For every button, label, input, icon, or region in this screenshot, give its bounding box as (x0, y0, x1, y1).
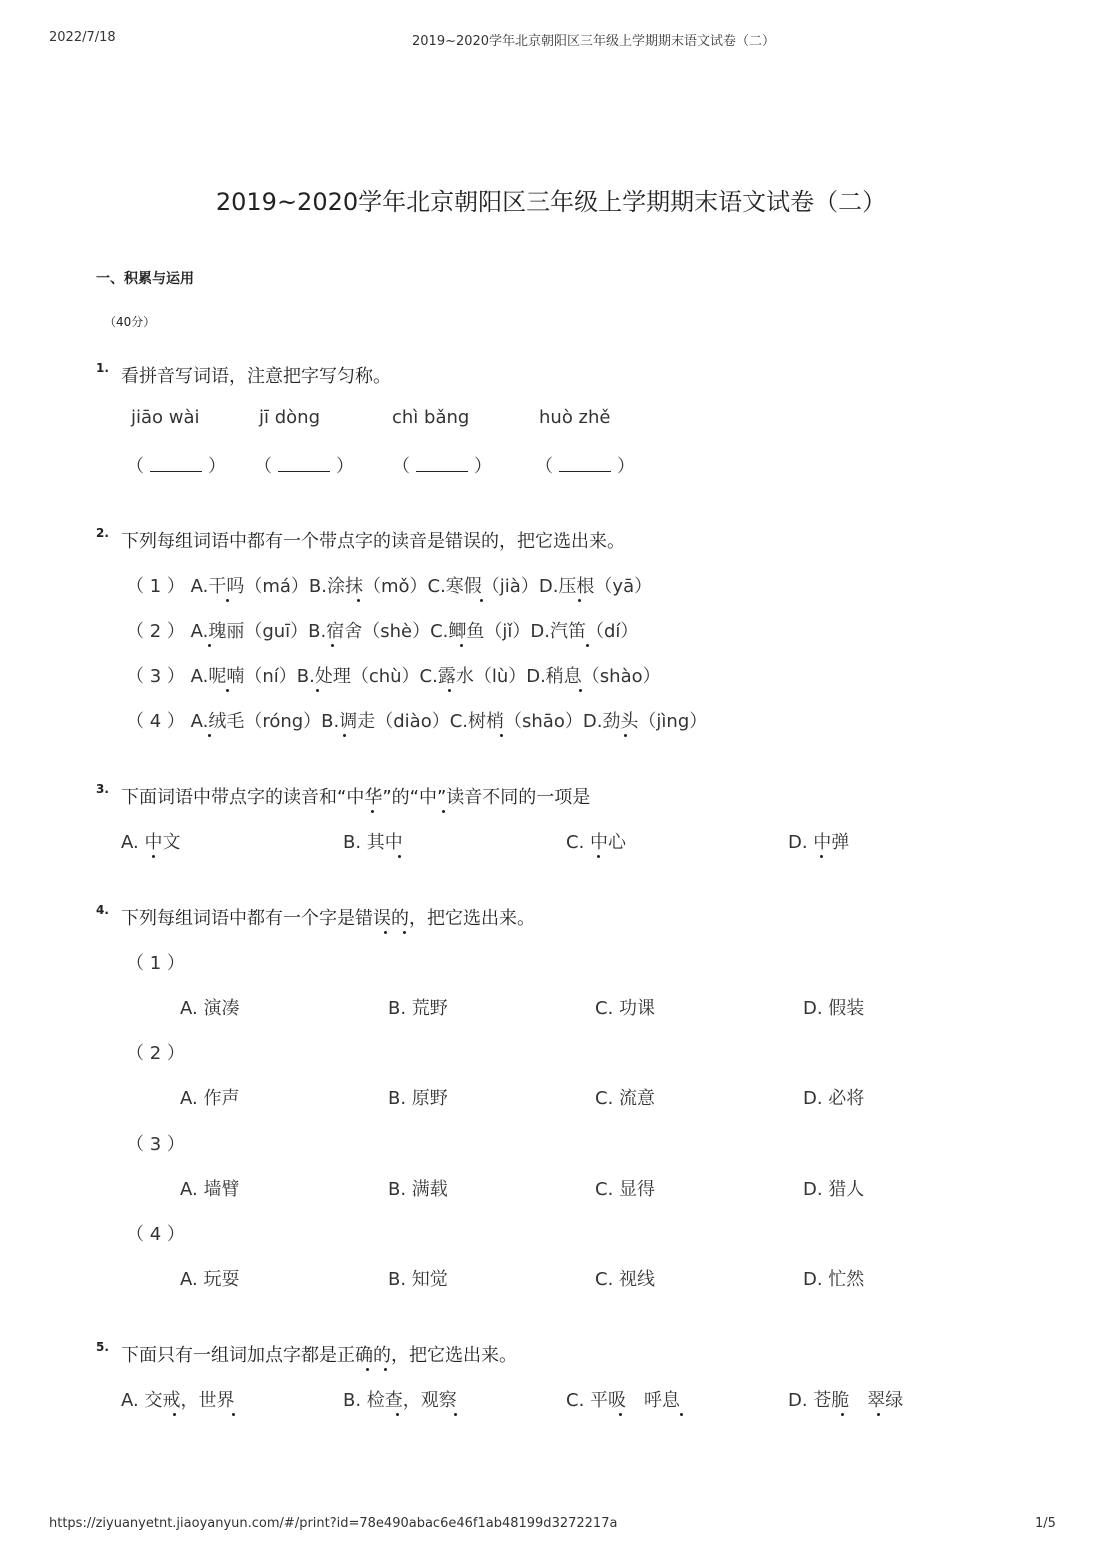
footer-page-number: 1/5 (1035, 1516, 1056, 1531)
emphasis-dot (586, 644, 589, 647)
q4-prompt: 下列每组词语中都有一个字是错误的，把它选出来。 (121, 908, 535, 929)
emphasis-dot (454, 1413, 457, 1416)
section-heading: 一、积累与运用 (96, 271, 194, 287)
q2-row-4: （ 4 ） A.绒毛（róng）B.调走（diào）C.树梢（shāo）D.劲头（jìng） (126, 711, 708, 732)
emphasis-dot (316, 689, 319, 692)
emphasis-dot (208, 734, 211, 737)
q1-answer-blank-3[interactable]: （ ） (392, 456, 492, 477)
page-title: 2019~2020学年北京朝阳区三年级上学期期末语文试卷（二） (215, 188, 887, 216)
q5-option-a[interactable]: A. 交戒，世界 (121, 1390, 235, 1411)
emphasis-dot (442, 810, 445, 813)
q4-g1-option-d[interactable]: D. 假装 (803, 998, 865, 1019)
q1-pinyin-1: jiāo wài (131, 407, 200, 428)
q4-g3-option-a[interactable]: A. 墙臂 (180, 1179, 240, 1200)
q3-prompt: 下面词语中带点字的读音和“中华”的“中”读音不同的一项是 (121, 787, 591, 808)
q1-answer-blank-2[interactable]: （ ） (254, 456, 354, 477)
q3-number: 3. (96, 782, 109, 796)
emphasis-dot (578, 599, 581, 602)
q1-pinyin-3: chì bǎng (392, 407, 470, 428)
q4-g4-option-c[interactable]: C. 视线 (595, 1269, 656, 1290)
blank-line (559, 457, 611, 472)
emphasis-dot (173, 1413, 176, 1416)
header-date: 2022/7/18 (49, 30, 116, 45)
q4-g3-option-b[interactable]: B. 满载 (388, 1179, 448, 1200)
q4-g4-option-d[interactable]: D. 忙然 (803, 1269, 865, 1290)
header-doc-title: 2019~2020学年北京朝阳区三年级上学期期末语文试卷（二） (412, 34, 776, 49)
q4-g1-option-c[interactable]: C. 功课 (595, 998, 656, 1019)
q4-g2-option-c[interactable]: C. 流意 (595, 1088, 656, 1109)
emphasis-dot (396, 1413, 399, 1416)
emphasis-dot (597, 855, 600, 858)
q4-g4-option-b[interactable]: B. 知觉 (388, 1269, 448, 1290)
q4-g3-option-c[interactable]: C. 显得 (595, 1179, 656, 1200)
emphasis-dot (366, 1368, 369, 1371)
q1-answer-blank-4[interactable]: （ ） (535, 456, 635, 477)
emphasis-dot (232, 1413, 235, 1416)
q4-g2-option-b[interactable]: B. 原野 (388, 1088, 448, 1109)
emphasis-dot (841, 1413, 844, 1416)
emphasis-dot (480, 599, 483, 602)
emphasis-dot (226, 689, 229, 692)
emphasis-dot (371, 810, 374, 813)
q4-g3-option-d[interactable]: D. 猎人 (803, 1179, 865, 1200)
emphasis-dot (384, 931, 387, 934)
emphasis-dot (357, 599, 360, 602)
q2-row-1: （ 1 ） A.干吗（má）B.涂抹（mǒ）C.寒假（jià）D.压根（yā） (126, 576, 653, 597)
q1-answer-blank-1[interactable]: （ ） (126, 456, 226, 477)
emphasis-dot (208, 644, 211, 647)
q2-prompt: 下列每组词语中都有一个带点字的读音是错误的，把它选出来。 (121, 531, 625, 552)
emphasis-dot (624, 734, 627, 737)
q4-group-1-label: （ 1 ） (126, 953, 185, 974)
emphasis-dot (403, 931, 406, 934)
blank-line (278, 457, 330, 472)
q3-option-c[interactable]: C. 中心 (566, 832, 627, 853)
section-score: （40分） (104, 315, 156, 329)
emphasis-dot (331, 644, 334, 647)
emphasis-dot (448, 689, 451, 692)
emphasis-dot (579, 689, 582, 692)
q1-pinyin-2: jī dòng (259, 407, 320, 428)
q2-number: 2. (96, 526, 109, 540)
q4-g2-option-d[interactable]: D. 必将 (803, 1088, 865, 1109)
q4-group-4-label: （ 4 ） (126, 1224, 185, 1245)
emphasis-dot (460, 644, 463, 647)
q2-row-3: （ 3 ） A.呢喃（ní）B.处理（chù）C.露水（lù）D.稍息（shào） (126, 666, 661, 687)
q5-number: 5. (96, 1340, 109, 1354)
emphasis-dot (877, 1413, 880, 1416)
q5-option-b[interactable]: B. 检查，观察 (343, 1390, 457, 1411)
q1-number: 1. (96, 361, 109, 375)
emphasis-dot (500, 734, 503, 737)
q4-number: 4. (96, 903, 109, 917)
emphasis-dot (619, 1413, 622, 1416)
q5-prompt: 下面只有一组词加点字都是正确的，把它选出来。 (121, 1345, 517, 1366)
emphasis-dot (398, 855, 401, 858)
emphasis-dot (226, 599, 229, 602)
q4-group-2-label: （ 2 ） (126, 1043, 185, 1064)
q4-g4-option-a[interactable]: A. 玩耍 (180, 1269, 240, 1290)
q4-g1-option-a[interactable]: A. 演凑 (180, 998, 240, 1019)
emphasis-dot (820, 855, 823, 858)
q5-option-d[interactable]: D. 苍脆 翠绿 (788, 1390, 904, 1411)
q1-pinyin-4: huò zhě (539, 407, 611, 428)
q3-option-b[interactable]: B. 其中 (343, 832, 403, 853)
q4-g2-option-a[interactable]: A. 作声 (180, 1088, 240, 1109)
q4-g1-option-b[interactable]: B. 荒野 (388, 998, 448, 1019)
blank-line (416, 457, 468, 472)
q1-prompt: 看拼音写词语，注意把字写匀称。 (121, 366, 391, 387)
q2-row-2: （ 2 ） A.瑰丽（guī）B.宿舍（shè）C.鲫鱼（jǐ）D.汽笛（dí） (126, 621, 639, 642)
q3-option-a[interactable]: A. 中文 (121, 832, 181, 853)
emphasis-dot (680, 1413, 683, 1416)
q4-group-3-label: （ 3 ） (126, 1134, 185, 1155)
q3-option-d[interactable]: D. 中弹 (788, 832, 850, 853)
q5-option-c[interactable]: C. 平吸 呼息 (566, 1390, 681, 1411)
emphasis-dot (343, 734, 346, 737)
footer-url[interactable]: https://ziyuanyetnt.jiaoyanyun.com/#/print?id=78e490abac6e46f1ab48199d3272217a (49, 1516, 618, 1531)
emphasis-dot (152, 855, 155, 858)
blank-line (150, 457, 202, 472)
emphasis-dot (384, 1368, 387, 1371)
